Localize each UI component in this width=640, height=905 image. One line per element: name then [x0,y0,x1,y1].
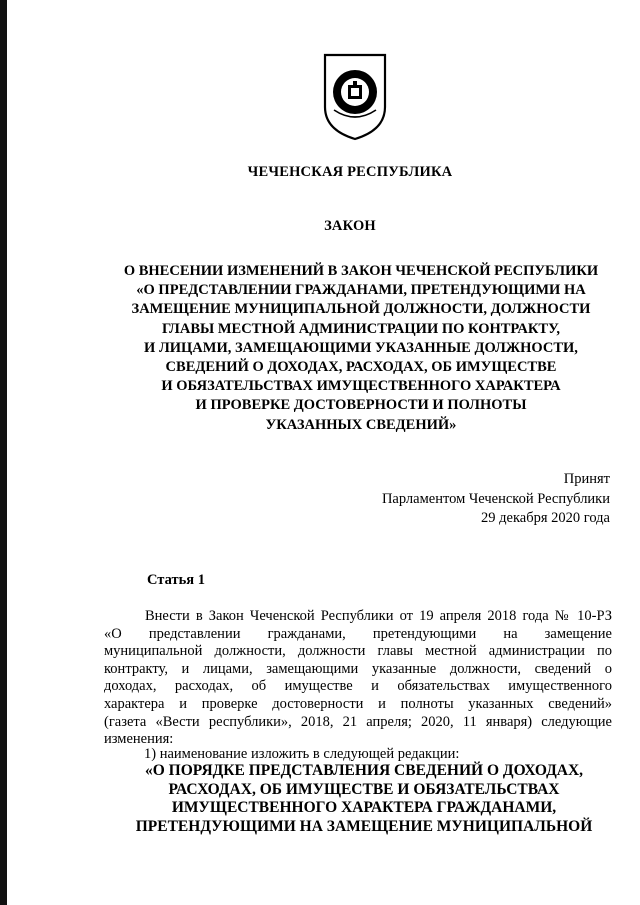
adoption-body: Парламентом Чеченской Республики [381,490,610,507]
article-heading: Статья 1 [147,572,205,588]
republic-name: ЧЕЧЕНСКАЯ РЕСПУБЛИКА [247,164,453,180]
adoption-label: Принят [563,471,610,487]
new-title-line: РАСХОДАХ, ОБ ИМУЩЕСТВЕ И ОБЯЗАТЕЛЬСТВАХ [168,780,560,798]
paragraph-line: контракту, и лицами, замещающими указанные должности, сведений о [104,660,612,677]
law-title-line: ГЛАВЫ МЕСТНОЙ АДМИНИСТРАЦИИ ПО КОНТРАКТУ, [162,320,560,337]
paragraph-line: муниципальной должности, должности главы местной администрации по [104,643,612,660]
paragraph-line: (газета «Вести республики», 2018, 21 апреля; 2020, 11 января) следующие [104,713,612,730]
law-title-line: И ЛИЦАМИ, ЗАМЕЩАЮЩИМИ УКАЗАННЫЕ ДОЛЖНОСТИ, [144,339,578,356]
law-title-line: О ВНЕСЕНИИ ИЗМЕНЕНИЙ В ЗАКОН ЧЕЧЕНСКОЙ РЕСПУБЛИКИ [123,263,599,279]
law-title-line: И ПРОВЕРКЕ ДОСТОВЕРНОСТИ И ПОЛНОТЫ [195,397,527,414]
list-item-1: 1) наименование изложить в следующей редакции: [144,746,460,762]
law-title-line: ЗАМЕЩЕНИЕ МУНИЦИПАЛЬНОЙ ДОЛЖНОСТИ, ДОЛЖНОСТИ [131,301,591,318]
new-law-title [104,762,624,836]
paragraph-line: изменения: [104,731,174,748]
new-title-line: «О ПОРЯДКЕ ПРЕДСТАВЛЕНИЯ СВЕДЕНИЙ О ДОХОДАХ, [144,762,584,779]
law-title-line: «О ПРЕДСТАВЛЕНИИ ГРАЖДАНАМИ, ПРЕТЕНДУЮЩИМИ НА [136,282,586,299]
law-title-line: СВЕДЕНИЙ О ДОХОДАХ, РАСХОДАХ, ОБ ИМУЩЕСТВЕ [165,359,557,376]
adoption-block [382,470,610,529]
paragraph-line: характера и проверке достоверности и полноты указанных сведений» [104,695,612,712]
new-title-line: ИМУЩЕСТВЕННОГО ХАРАКТЕРА ГРАЖДАНАМИ, [171,799,557,816]
paragraph-line: Внести в Закон Чеченской Республики от 19 апреля 2018 года № 10-РЗ [145,608,612,624]
law-title-line: И ОБЯЗАТЕЛЬСТВАХ ИМУЩЕСТВЕННОГО ХАРАКТЕРА [161,378,561,395]
new-title-line: ПРЕТЕНДУЮЩИМИ НА ЗАМЕЩЕНИЕ МУНИЦИПАЛЬНОЙ [135,817,593,835]
adoption-date: 29 декабря 2020 года [481,510,610,526]
paragraph-line: доходах, расходах, об имуществе и обязательствах имущественного [104,678,612,695]
law-title-line: УКАЗАННЫХ СВЕДЕНИЙ» [265,416,457,433]
law-title [96,262,626,435]
article-paragraph [104,608,612,749]
coat-of-arms-emblem [322,52,388,142]
document-type: ЗАКОН [324,218,376,234]
paragraph-line: «О представлении гражданами, претендующими на замещение [104,625,612,642]
